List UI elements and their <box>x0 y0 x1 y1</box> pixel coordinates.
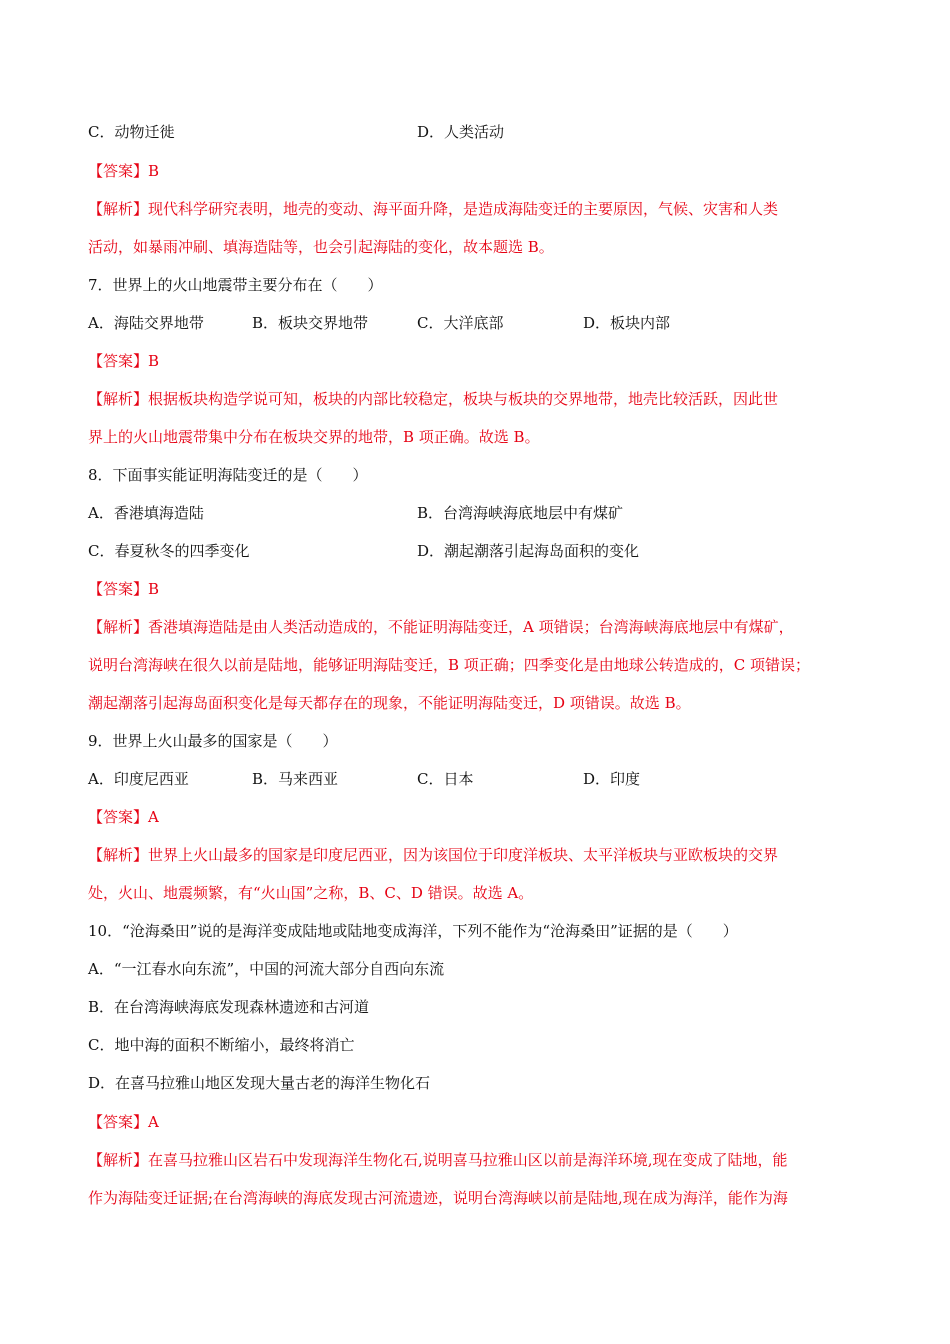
q6-option-c: C．动物迁徙 <box>88 123 175 141</box>
q10-option-c: C．地中海的面积不断缩小，最终将消亡 <box>88 1036 355 1054</box>
q7-option-a: A．海陆交界地带 <box>88 314 204 332</box>
q6-answer: 【答案】B <box>88 162 160 180</box>
q9-answer: 【答案】A <box>88 808 159 826</box>
q10-option-b: B．在台湾海峡海底发现森林遗迹和古河道 <box>88 998 370 1016</box>
q7-option-d: D．板块内部 <box>583 314 671 332</box>
q10-answer: 【答案】A <box>88 1113 159 1131</box>
q9-option-d: D．印度 <box>583 770 641 788</box>
q8-option-c: C．春夏秋冬的四季变化 <box>88 542 250 560</box>
q6-explanation-line-2: 活动，如暴雨冲刷、填海造陆等，也会引起海陆的变化，故本题选 B。 <box>88 238 554 256</box>
q9-option-b: B．马来西亚 <box>252 770 339 788</box>
q6-explanation-line-1: 【解析】现代科学研究表明，地壳的变动、海平面升降，是造成海陆变迁的主要原因，气候、灾害和人类 <box>88 200 779 218</box>
q8-explanation-line-3: 潮起潮落引起海岛面积变化是每天都存在的现象，不能证明海陆变迁，D 项错误。故选 B。 <box>88 694 691 712</box>
q8-question: 8．下面事实能证明海陆变迁的是（ ） <box>88 466 368 484</box>
q9-option-c: C．日本 <box>417 770 474 788</box>
q8-explanation-line-1: 【解析】香港填海造陆是由人类活动造成的，不能证明海陆变迁，A 项错误；台湾海峡海底地层中有煤矿， <box>88 618 794 636</box>
q7-option-c: C．大洋底部 <box>417 314 504 332</box>
q8-explanation-line-2: 说明台湾海峡在很久以前是陆地，能够证明海陆变迁，B 项正确；四季变化是由地球公转造成的，C 项错误； <box>88 656 811 674</box>
q10-option-a: A．“一江春水向东流”，中国的河流大部分自西向东流 <box>88 960 445 978</box>
q9-question: 9．世界上火山最多的国家是（ ） <box>88 732 338 750</box>
q8-option-a: A．香港填海造陆 <box>88 504 204 522</box>
q7-explanation-line-2: 界上的火山地震带集中分布在板块交界的地带，B 项正确。故选 B。 <box>88 428 540 446</box>
q7-answer: 【答案】B <box>88 352 160 370</box>
q10-option-d: D．在喜马拉雅山地区发现大量古老的海洋生物化石 <box>88 1074 431 1092</box>
q9-option-a: A．印度尼西亚 <box>88 770 189 788</box>
q10-explanation-line-2: 作为海陆变迁证据;在台湾海峡的海底发现古河流遗迹，说明台湾海峡以前是陆地,现在成为海洋，能作为海 <box>88 1189 788 1207</box>
q8-answer: 【答案】B <box>88 580 160 598</box>
q6-option-d: D．人类活动 <box>417 123 505 141</box>
q9-explanation-line-2: 处，火山、地震频繁，有“火山国”之称，B、C、D 错误。故选 A。 <box>88 884 534 902</box>
q7-explanation-line-1: 【解析】根据板块构造学说可知，板块的内部比较稳定，板块与板块的交界地带，地壳比较活跃，因此世 <box>88 390 779 408</box>
q7-option-b: B．板块交界地带 <box>252 314 369 332</box>
q8-option-d: D．潮起潮落引起海岛面积的变化 <box>417 542 640 560</box>
q10-question: 10．“沧海桑田”说的是海洋变成陆地或陆地变成海洋，下列不能作为“沧海桑田”证据的是（ ） <box>88 922 738 940</box>
q9-explanation-line-1: 【解析】世界上火山最多的国家是印度尼西亚，因为该国位于印度洋板块、太平洋板块与亚欧板块的交界 <box>88 846 779 864</box>
q8-option-b: B．台湾海峡海底地层中有煤矿 <box>417 504 624 522</box>
q10-explanation-line-1: 【解析】在喜马拉雅山区岩石中发现海洋生物化石,说明喜马拉雅山区以前是海洋环境,现在变成了陆地，能 <box>88 1151 788 1169</box>
q7-question: 7．世界上的火山地震带主要分布在（ ） <box>88 276 383 294</box>
